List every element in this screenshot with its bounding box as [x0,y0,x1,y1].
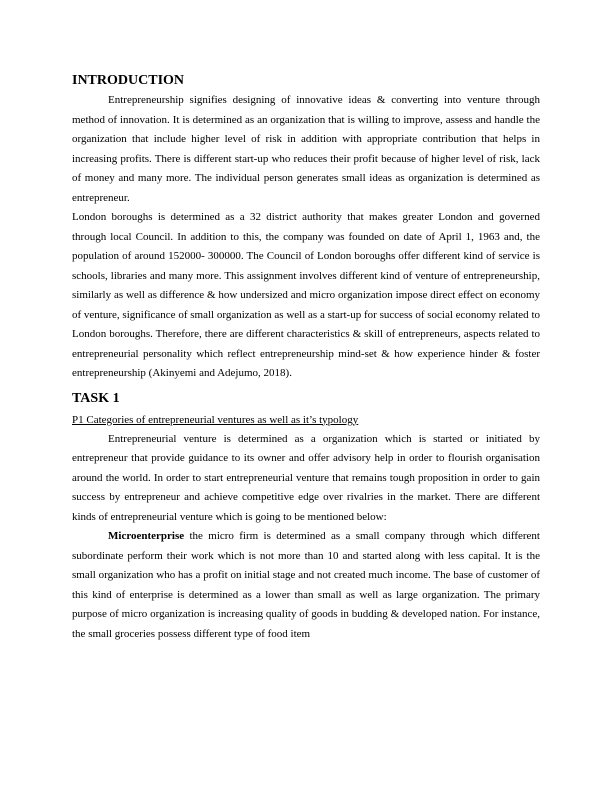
introduction-paragraph-2: London boroughs is determined as a 32 district authority that makes greater London and governed through local Council. In addition to this, the company was founded on date of April 1, 1963 and, the population of around 152000- 300000. The Council of London boroughs offer different kind of service is schools, libraries and many more. This assignment involves different kind of venture of entrepreneurship, similarly as well as difference & how undersized and micro organization impose direct effect on economy of venture, significance of small organization as well as a start-up for success of social economy related to London boroughs. Therefore, there are different characteristics & skill of entrepreneurs, aspects related to entrepreneurial personality which reflect entrepreneurship mind-set & how experience hinder & foster entrepreneurship (Akinyemi and Adejumo, 2018). [72,211,540,379]
task1-subheading: P1 Categories of entrepreneurial ventures as well as it’s typology [72,413,359,426]
microenterprise-text: the micro firm is determined as a small company through which different subordinate perform their work which is not more than 10 and started along with less capital. It is the small organization who has a profit on initial stage and not created much income. The base of customer of this kind of enterprise is determined as a lower than small as well as large organization. The primary purpose of micro organization is increasing quality of goods in budding & developed nation. For instance, the small groceries possess different type of food item [72,530,540,640]
task1-heading: TASK 1 [72,390,120,406]
microenterprise-term: Microenterprise [108,530,185,542]
microenterprise-paragraph [72,527,540,644]
document-page [72,72,540,644]
task1-paragraph-1: Entrepreneurial venture is determined as a organization which is started or initiated by entrepreneur that provide guidance to its owner and offer advisory help in order to flourish organisation around the world. In order to start entrepreneurial venture that remains tough proposition in order to gain success by entrepreneur and achieve competitive edge over rivalries in the market. There are different kinds of entrepreneurial venture which is going to be mentioned below: [72,432,540,523]
introduction-heading: INTRODUCTION [72,73,185,88]
introduction-paragraph-1: Entrepreneurship signifies designing of innovative ideas & converting into venture through method of innovation. It is determined as an organization that is willing to improve, assess and handle the organization that include higher level of risk in addition with appropriate contribution that helps in increasing profits. There is different start-up who reduces their profit because of higher level of risk, lack of money and many more. The individual person generates small ideas as organization is determined as entrepreneur. [72,94,540,204]
